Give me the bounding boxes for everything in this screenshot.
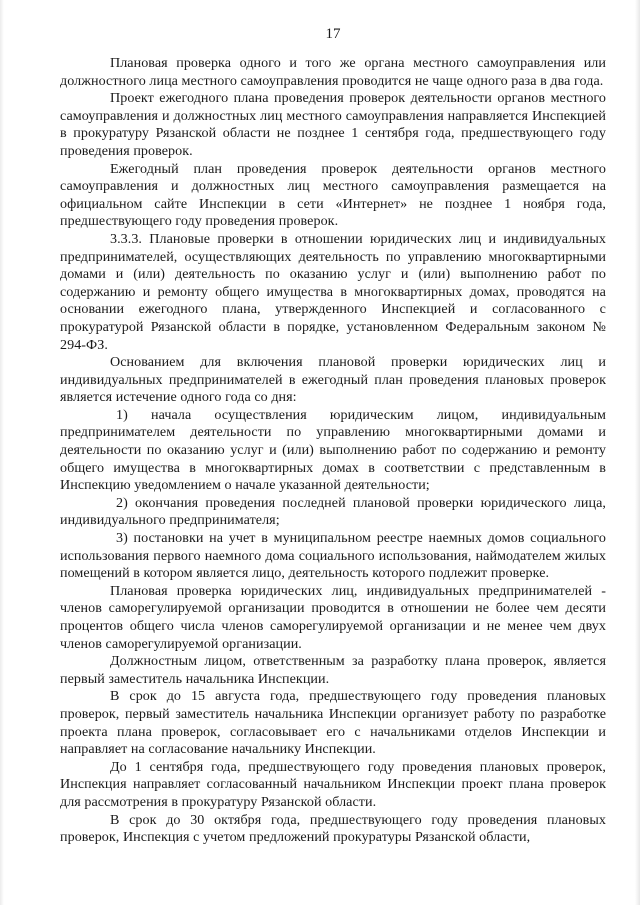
paragraph: В срок до 15 августа года, предшествующего году проведения плановых проверок, первый заместитель начальника Инспекции организует работу по разработке проекта плана проверок, согласовывает его с начальниками отделов Инспекции и направляет на согласование начальнику Инспекции. bbox=[60, 688, 606, 758]
scan-edge-left bbox=[0, 0, 4, 905]
paragraph-section-3-3-3: 3.3.3. Плановые проверки в отношении юридических лиц и индивидуальных предпринимателей, осуществляющих деятельность по управлению многоквартирными домами и (или) деятельность по оказанию услуг и (или) выполнению работ по содержанию и ремонту общего имущества в многоквартирных домах, проводятся на основании ежегодного плана, утвержденного Инспекцией и согласованного с прокуратурой Рязанской области в порядке, установленном Федеральным законом № 294-ФЗ. bbox=[60, 230, 606, 353]
paragraph: Плановая проверка одного и того же органа местного самоуправления или должностного лица местного самоуправления проводится не чаще одного раза в два года. bbox=[60, 55, 606, 89]
paragraph: Должностным лицом, ответственным за разработку плана проверок, является первый заместитель начальника Инспекции. bbox=[60, 653, 606, 687]
paragraph: До 1 сентября года, предшествующего году проведения плановых проверок, Инспекция направляет согласованный начальником Инспекции проект плана проверок для рассмотрения в прокуратуру Рязанской области. bbox=[60, 758, 606, 810]
paragraph: В срок до 30 октября года, предшествующего году проведения плановых проверок, Инспекция с учетом предложений прокуратуры Рязанской области, bbox=[60, 811, 606, 846]
scan-edge-right bbox=[635, 0, 640, 905]
page-number: 17 bbox=[325, 26, 341, 42]
list-item: 2) окончания проведения последней плановой проверки юридического лица, индивидуального предпринимателя; bbox=[60, 494, 606, 529]
list-item: 1) начала осуществления юридическим лицом, индивидуальным предпринимателем деятельности по управлению многоквартирными домами и деятельности по оказанию услуг и (или) выполнению работ по содержанию и ремонту общего имущества в многоквартирных домах в соответствии с представленным в Инспекцию уведомлением о начале указанной деятельности; bbox=[60, 406, 606, 494]
paragraph: Проект ежегодного плана проведения проверок деятельности органов местного самоуправления и должностных лиц местного самоуправления направляется Инспекцией в прокуратуру Рязанской области не позднее 1 сентября года, предшествующего году проведения проверок. bbox=[60, 90, 606, 159]
paragraph: Плановая проверка юридических лиц, индивидуальных предпринимателей - членов саморегулируемой организации проводится в отношении не более чем десяти процентов общего числа членов саморегулируемой организации и не менее чем двух членов саморегулируемой организации. bbox=[60, 582, 606, 652]
paragraph: Ежегодный план проведения проверок деятельности органов местного самоуправления и должностных лиц местного самоуправления размещается на официальном сайте Инспекции в сети «Интернет» не позднее 1 ноября года, предшествующего году проведения проверок. bbox=[60, 160, 606, 230]
paragraph: Основанием для включения плановой проверки юридических лиц и индивидуальных предпринимателей в ежегодный план проведения плановых проверок является истечение одного года со дня: bbox=[60, 354, 606, 406]
document-body bbox=[60, 55, 606, 847]
list-item: 3) постановки на учет в муниципальном реестре наемных домов социального использования первого наемного дома социального использования, наймодателем жилых помещений в котором является лицо, деятельность которого подлежит проверке. bbox=[60, 530, 606, 582]
